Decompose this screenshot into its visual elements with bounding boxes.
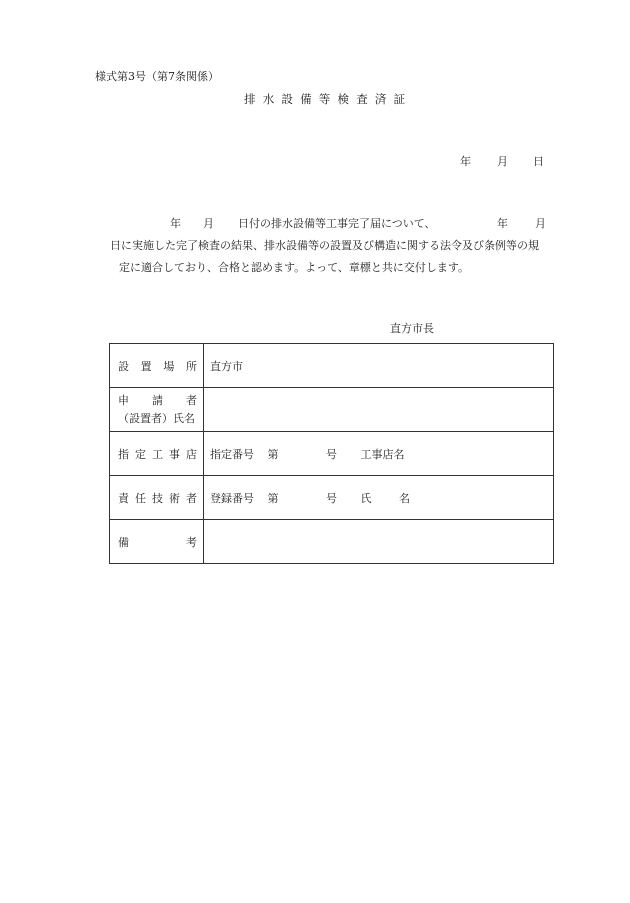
- body-year-2: 年: [497, 217, 508, 230]
- applicant-label-bottom: （設置者）氏名: [118, 411, 195, 425]
- date-year: 年: [460, 155, 471, 168]
- body-line-3: 定に適合しており、合格と認めます。よって、章標と共に交付します。: [119, 261, 470, 274]
- body-year: 年: [170, 217, 181, 230]
- label-cell: [110, 344, 204, 388]
- engineer-value: 登録番号 第 号 氏 名: [204, 476, 554, 520]
- date-day: 日: [533, 155, 544, 168]
- label-cell: [110, 476, 204, 520]
- location-label: 設 置 場 所: [118, 359, 197, 373]
- inspection-table: [109, 343, 554, 564]
- label-cell: [110, 520, 204, 564]
- table-row: [110, 520, 554, 564]
- table-row: [110, 432, 554, 476]
- remarks-label: 備 考: [118, 535, 197, 549]
- location-value: 直方市: [204, 344, 554, 388]
- title-text: 排水設備等検査済証: [244, 92, 413, 106]
- engineer-label: 責 任 技 術 者: [118, 491, 197, 505]
- label-cell: [110, 388, 204, 432]
- body-line-2: 日に実施した完了検査の結果、排水設備等の設置及び構造に関する法令及び条例等の規: [110, 239, 539, 252]
- remarks-value: [204, 520, 554, 564]
- table-row: [110, 344, 554, 388]
- date-month: 月: [497, 155, 508, 168]
- table-row: [110, 388, 554, 432]
- contractor-value: 指定番号 第 号 工事店名: [204, 432, 554, 476]
- table-row: [110, 476, 554, 520]
- applicant-value: [204, 388, 554, 432]
- body-month: 月: [203, 217, 214, 230]
- body-mid: 日付の排水設備等工事完了届について、: [238, 217, 436, 230]
- contractor-label: 指 定 工 事 店: [118, 447, 197, 461]
- label-cell: [110, 432, 204, 476]
- applicant-label: 申 請 者 （設置者）氏名: [110, 392, 203, 428]
- issuer: 直方市長: [390, 322, 434, 335]
- form-number: 様式第3号（第7条関係）: [95, 70, 219, 83]
- body-month-2: 月: [535, 217, 546, 230]
